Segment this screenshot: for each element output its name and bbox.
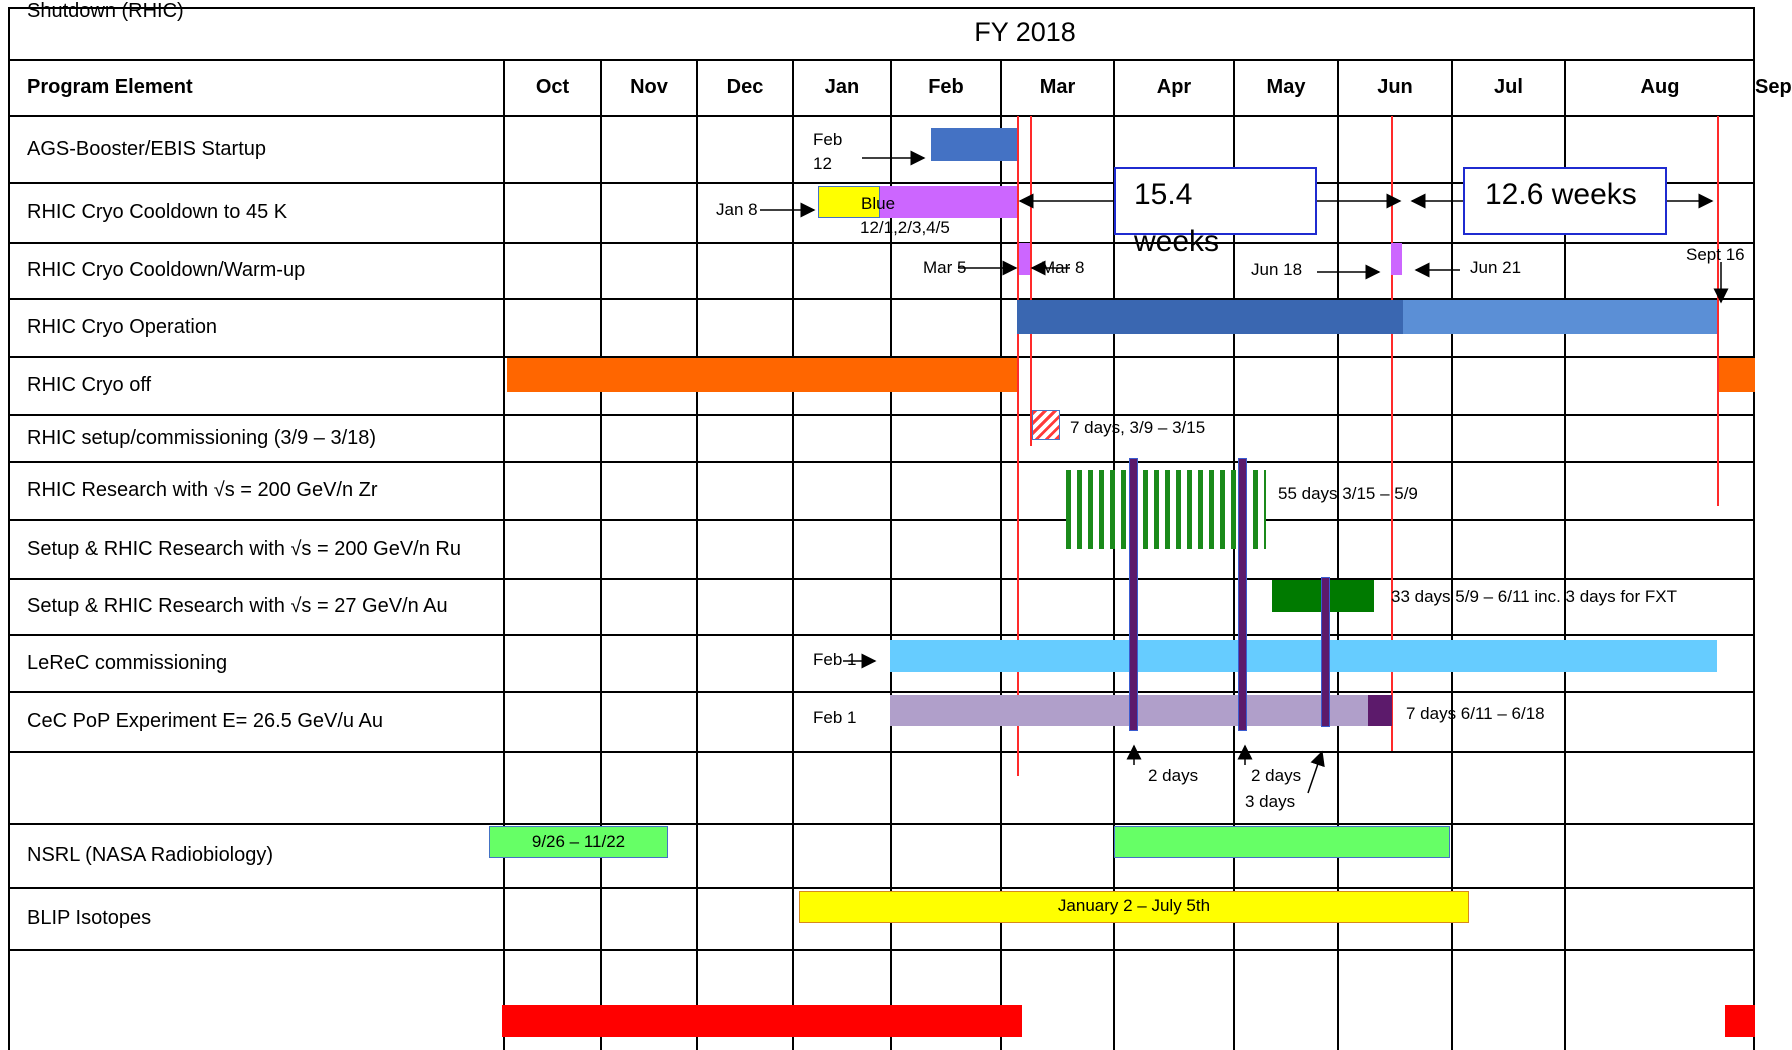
- grid-hline: [8, 578, 1755, 580]
- grid-hline: [8, 519, 1755, 521]
- label-cec-days: 7 days 6/11 – 6/18: [1406, 704, 1545, 723]
- bar-interruption: [1129, 458, 1138, 731]
- label-setup-days: 7 days, 3/9 – 3/15: [1070, 418, 1206, 437]
- grid-hline: [8, 823, 1755, 825]
- label-blue: Blue: [861, 194, 896, 213]
- month-header-oct: Oct: [535, 76, 570, 98]
- grid-hline: [8, 634, 1755, 636]
- month-header-sep: Sep: [1755, 76, 1792, 98]
- bar-cooldown-mar: [1019, 243, 1030, 275]
- bar-shutdown-sep: [1725, 1005, 1755, 1037]
- label-12-6-weeks: 12.6 weeks: [1485, 178, 1637, 211]
- bar-cooldown-jun: [1391, 243, 1402, 275]
- label-sept-16: Sept 16: [1686, 245, 1745, 264]
- bar-cooldown-purple: [880, 186, 1017, 218]
- month-header-aug: Aug: [1640, 76, 1680, 98]
- marker-line: [1030, 116, 1032, 446]
- row-label: CeC PoP Experiment E= 26.5 GeV/u Au: [27, 710, 383, 732]
- month-header-feb: Feb: [928, 76, 964, 98]
- grid-hline: [8, 7, 1755, 9]
- label-jun-21: Jun 21: [1470, 258, 1522, 277]
- label-zr-days: 55 days 3/15 – 5/9: [1278, 484, 1418, 503]
- label-2-days-b: 2 days: [1251, 766, 1302, 785]
- label-feb-1-cec: Feb 1: [813, 708, 857, 727]
- grid-frame-left: [8, 8, 10, 1050]
- header-program-element: Program Element: [27, 76, 193, 98]
- label-jan-8: Jan 8: [716, 200, 758, 219]
- bar-lerec: [890, 640, 1717, 672]
- bar-cryo-off-sep: [1719, 358, 1755, 392]
- row-label: RHIC Cryo off: [27, 374, 152, 396]
- bar-cryo-operation-a: [1017, 300, 1403, 334]
- bar-zr-research: [1066, 470, 1266, 549]
- label-blip: January 2 – July 5th: [1057, 896, 1211, 915]
- grid-vline: [600, 60, 602, 1050]
- grid-frame-right: [1753, 8, 1755, 60]
- label-blue-sub: 12/1,2/3,4/5: [860, 218, 950, 237]
- bar-setup-commissioning: [1032, 410, 1060, 440]
- label-nsrl-fall: 9/26 – 11/22: [531, 832, 626, 851]
- row-label: RHIC Cryo Cooldown/Warm-up: [27, 259, 306, 281]
- month-header-nov: Nov: [630, 76, 668, 98]
- grid-hline: [8, 691, 1755, 693]
- label-weeks: weeks: [1134, 225, 1220, 258]
- label-feb-12: Feb 12: [813, 130, 843, 173]
- row-label: NSRL (NASA Radiobiology): [27, 844, 274, 866]
- marker-line: [1017, 116, 1019, 776]
- label-15-4: 15.4: [1134, 178, 1193, 211]
- label-feb-1-lerec: Feb 1: [813, 650, 857, 669]
- grid-hline: [8, 242, 1755, 244]
- bar-nsrl-spring: [1114, 826, 1450, 858]
- label-mar-5: Mar 5: [923, 258, 967, 277]
- bar-interruption: [1238, 458, 1247, 731]
- row-label: LeReC commissioning: [27, 652, 228, 674]
- row-label: Shutdown (RHIC): [27, 0, 184, 22]
- bar-interruption: [1321, 577, 1330, 727]
- month-header-jun: Jun: [1377, 76, 1413, 98]
- label-3-days: 3 days: [1245, 792, 1296, 811]
- grid-vline-right: [1753, 60, 1755, 1050]
- row-label: RHIC setup/commissioning (3/9 – 3/18): [27, 427, 377, 449]
- bar-ags-booster-ebis: [931, 128, 1017, 161]
- row-label: AGS-Booster/EBIS Startup: [27, 138, 266, 160]
- row-label: Setup & RHIC Research with √s = 200 GeV/n Ru: [27, 538, 461, 560]
- month-header-apr: Apr: [1156, 76, 1192, 98]
- marker-line: [1717, 116, 1719, 506]
- month-header-dec: Dec: [726, 76, 764, 98]
- row-label: RHIC Cryo Cooldown to 45 K: [27, 201, 288, 223]
- label-2-days-a: 2 days: [1148, 766, 1199, 785]
- row-label: RHIC Cryo Operation: [27, 316, 218, 338]
- row-label: BLIP Isotopes: [27, 907, 152, 929]
- label-jun-18: Jun 18: [1251, 260, 1303, 279]
- bar-shutdown-fall: [502, 1005, 1022, 1037]
- bar-cryo-operation-b: [1403, 300, 1717, 334]
- grid-hline: [8, 461, 1755, 463]
- grid-hline: [8, 414, 1755, 416]
- row-label: Setup & RHIC Research with √s = 27 GeV/n Au: [27, 595, 448, 617]
- grid-vline: [696, 60, 698, 1050]
- grid-hline: [8, 115, 1755, 117]
- bar-cec-tail: [1368, 695, 1392, 726]
- grid-hline: [8, 949, 1755, 951]
- label-au-days: 33 days 5/9 – 6/11 inc. 3 days for FXT: [1391, 587, 1678, 606]
- grid-vline: [792, 60, 794, 1050]
- bar-cryo-off-fall: [507, 358, 1017, 392]
- month-header-jan: Jan: [824, 76, 860, 98]
- grid-vline: [503, 60, 505, 1050]
- chart-title: FY 2018: [974, 17, 1076, 47]
- month-header-mar: Mar: [1039, 76, 1076, 98]
- month-header-jul: Jul: [1494, 76, 1523, 98]
- label-mar-8: Mar 8: [1041, 258, 1085, 277]
- grid-hline: [8, 59, 1755, 61]
- grid-hline: [8, 751, 1755, 753]
- month-header-may: May: [1266, 76, 1306, 98]
- row-label: RHIC Research with √s = 200 GeV/n Zr: [27, 479, 378, 501]
- grid-hline: [8, 887, 1755, 889]
